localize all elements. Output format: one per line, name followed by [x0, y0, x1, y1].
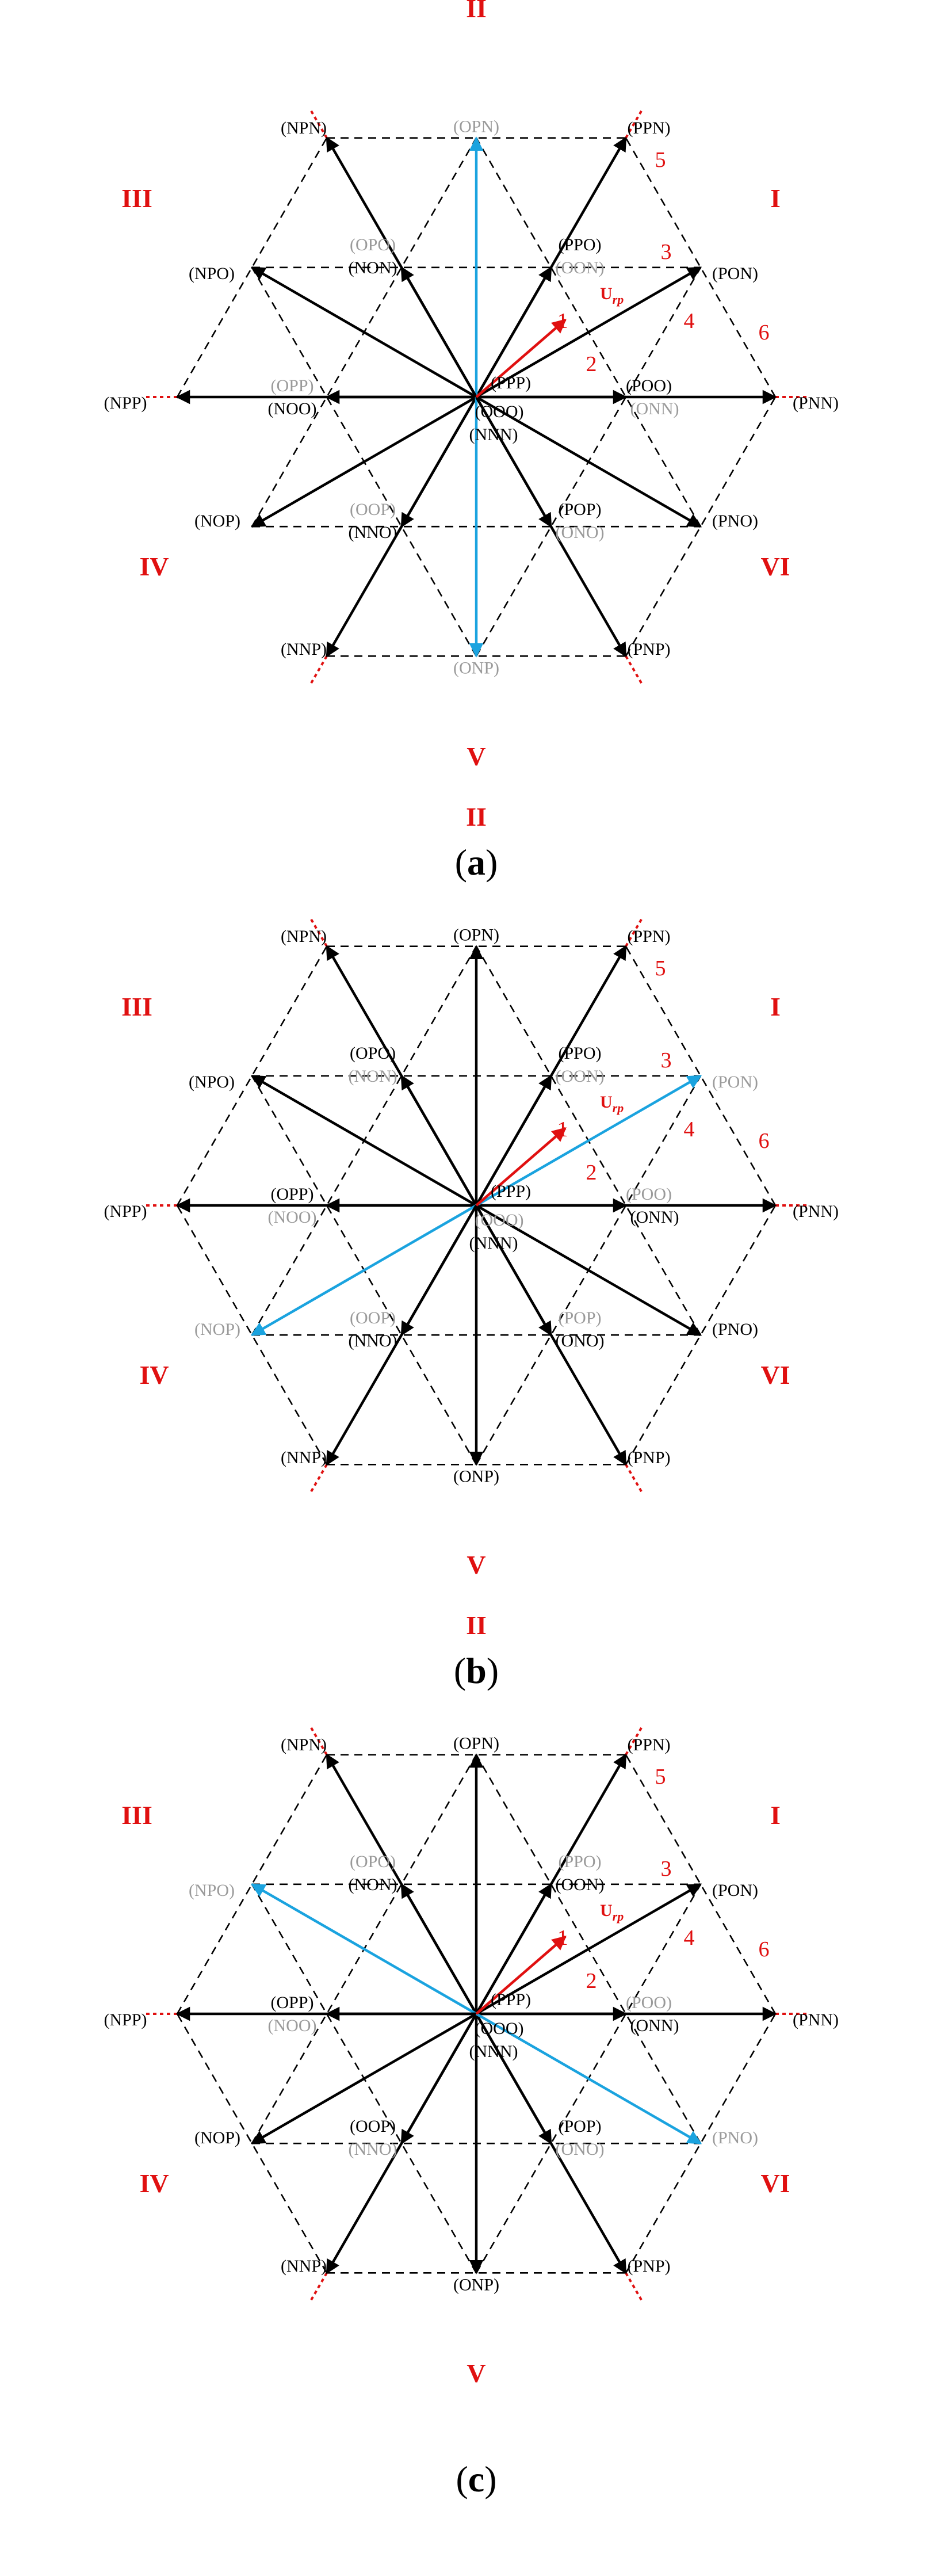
state-label-opo: (OPO) [350, 235, 396, 254]
state-label-pno: (PNO) [712, 512, 758, 531]
region-number: 5 [655, 1765, 666, 1789]
state-label-pon: (PON) [712, 264, 758, 283]
state-label-ppp: (PPP) [490, 1182, 532, 1201]
small-vector [402, 1205, 476, 1335]
region-number: 6 [758, 1937, 770, 1961]
state-label-npn: (NPN) [281, 118, 327, 138]
state-label-npn: (NPN) [281, 1735, 327, 1754]
sector-numeral: VI [760, 1360, 790, 1390]
state-label-pnn: (PNN) [793, 1202, 839, 1221]
small-vector [402, 268, 476, 397]
state-label-poo: (POO) [626, 1993, 672, 2012]
state-label-pnn: (PNN) [793, 2010, 839, 2029]
state-label-poo: (POO) [626, 376, 672, 395]
sector-numeral: I [770, 992, 781, 1021]
state-label-onn: (ONN) [630, 399, 679, 418]
state-label-nnp: (NNP) [281, 1448, 327, 1468]
state-label-oon: (OON) [555, 1066, 605, 1086]
sector-boundary [309, 2273, 327, 2303]
state-label-ooo: (OOO) [475, 1211, 524, 1230]
region-number: 2 [586, 352, 597, 376]
state-label-oop: (OOP) [350, 2117, 396, 2136]
state-label-npn: (NPN) [281, 926, 327, 946]
reference-vector-label: $U_{rp}$ [600, 284, 624, 307]
small-vector [402, 2014, 476, 2143]
state-label-pnn: (PNN) [793, 394, 839, 413]
sector-numeral: IV [139, 2169, 169, 2198]
sector-numeral: IV [139, 1360, 169, 1390]
state-label-noo: (NOO) [267, 399, 317, 418]
sector-numeral: II [466, 802, 487, 831]
state-label-ppp: (PPP) [490, 1990, 532, 2009]
state-label-nno: (NNO) [348, 1331, 397, 1351]
region-number: 1 [557, 1926, 568, 1950]
state-label-ppp: (PPP) [490, 373, 532, 392]
state-label-opn: (OPN) [453, 117, 499, 136]
state-label-npo: (NPO) [189, 264, 235, 283]
state-label-ono: (ONO) [555, 2140, 605, 2159]
state-label-pnp: (PNP) [627, 2257, 671, 2276]
sector-numeral: I [770, 184, 781, 213]
state-label-ooo: (OOO) [475, 402, 524, 421]
state-label-pno: (PNO) [712, 2128, 758, 2148]
state-label-nnn: (NNN) [469, 1234, 518, 1253]
state-label-nop: (NOP) [194, 1320, 240, 1339]
sector-numeral: IV [139, 552, 169, 581]
state-label-onn: (ONN) [630, 2016, 679, 2035]
state-label-nnn: (NNN) [469, 425, 518, 444]
sector-numeral: II [466, 1611, 487, 1640]
region-number: 4 [683, 309, 695, 333]
sector-numeral: V [467, 2359, 486, 2388]
region-number: 3 [660, 1048, 672, 1073]
region-number: 6 [758, 1129, 770, 1153]
state-label-opp: (OPP) [270, 376, 314, 395]
state-label-npo: (NPO) [189, 1072, 235, 1092]
small-vector [402, 397, 476, 526]
sector-boundary [626, 2273, 643, 2303]
small-vector [402, 1884, 476, 2014]
state-label-npp: (NPP) [104, 394, 147, 413]
state-label-nop: (NOP) [194, 512, 240, 531]
state-label-npo: (NPO) [189, 1880, 235, 1900]
state-label-noo: (NOO) [267, 2016, 317, 2035]
region-number: 3 [660, 1857, 672, 1881]
state-label-pnp: (PNP) [627, 640, 671, 659]
panel-caption: (c) [456, 2459, 497, 2499]
state-label-nnp: (NNP) [281, 640, 327, 659]
state-label-ooo: (OOO) [475, 2019, 524, 2038]
state-label-npp: (NPP) [104, 1202, 147, 1221]
state-label-pon: (PON) [712, 1880, 758, 1900]
state-label-opo: (OPO) [350, 1043, 396, 1063]
state-label-ppo: (PPO) [558, 235, 602, 254]
state-label-opn: (OPN) [453, 1734, 499, 1753]
region-number: 1 [557, 309, 568, 333]
state-label-pnp: (PNP) [627, 1448, 671, 1468]
sector-numeral: II [466, 0, 487, 23]
state-label-pon: (PON) [712, 1072, 758, 1092]
state-label-pop: (POP) [558, 2117, 602, 2136]
reference-vector-label: $U_{rp}$ [600, 1093, 624, 1115]
region-number: 1 [557, 1117, 568, 1142]
region-number: 4 [683, 1117, 695, 1142]
sector-boundary [626, 1464, 643, 1494]
state-label-oop: (OOP) [350, 1308, 396, 1328]
sector-numeral: III [121, 1800, 152, 1830]
state-label-nop: (NOP) [194, 2128, 240, 2148]
state-label-ppn: (PPN) [627, 926, 671, 946]
state-label-pop: (POP) [558, 1308, 602, 1328]
region-number: 5 [655, 956, 666, 980]
svm-diagram-a [104, 0, 839, 883]
small-vector [402, 1076, 476, 1205]
state-label-poo: (POO) [626, 1185, 672, 1204]
state-label-onp: (ONP) [453, 1467, 499, 1486]
state-label-ono: (ONO) [555, 1331, 605, 1351]
state-label-nnn: (NNN) [469, 2042, 518, 2061]
region-number: 3 [660, 240, 672, 264]
state-label-nnp: (NNP) [281, 2257, 327, 2276]
panel-caption: (a) [454, 842, 498, 883]
state-label-oop: (OOP) [350, 500, 396, 520]
sector-numeral: III [121, 992, 152, 1021]
state-label-opn: (OPN) [453, 925, 499, 945]
sector-numeral: VI [760, 2169, 790, 2198]
region-number: 2 [586, 1161, 597, 1185]
state-label-onp: (ONP) [453, 658, 499, 678]
state-label-oon: (OON) [555, 258, 605, 277]
sector-boundary [309, 1464, 327, 1494]
state-label-ppn: (PPN) [627, 118, 671, 138]
state-label-opp: (OPP) [270, 1185, 314, 1204]
sector-numeral: V [467, 742, 486, 771]
state-label-ono: (ONO) [555, 523, 605, 543]
state-label-ppn: (PPN) [627, 1735, 671, 1754]
svm-diagram-c [104, 1611, 839, 2499]
region-number: 6 [758, 320, 770, 345]
sector-numeral: III [121, 184, 152, 213]
state-label-onp: (ONP) [453, 2275, 499, 2295]
region-number: 4 [683, 1926, 695, 1950]
state-label-oon: (OON) [555, 1875, 605, 1894]
reference-vector-label: $U_{rp}$ [600, 1901, 624, 1924]
state-label-pop: (POP) [558, 500, 602, 520]
state-label-opo: (OPO) [350, 1852, 396, 1871]
state-label-ppo: (PPO) [558, 1043, 602, 1063]
state-label-onn: (ONN) [630, 1208, 679, 1227]
sector-numeral: I [770, 1800, 781, 1830]
sector-boundary [626, 656, 643, 686]
state-label-nno: (NNO) [348, 2140, 397, 2159]
svm-diagram-b [104, 802, 839, 1691]
state-label-non: (NON) [348, 258, 397, 277]
sector-numeral: VI [760, 552, 790, 581]
state-label-noo: (NOO) [267, 1208, 317, 1227]
state-label-nno: (NNO) [348, 523, 397, 543]
state-label-ppo: (PPO) [558, 1852, 602, 1871]
state-label-non: (NON) [348, 1066, 397, 1086]
state-label-non: (NON) [348, 1875, 397, 1894]
sector-boundary [309, 656, 327, 686]
region-number: 2 [586, 1969, 597, 1993]
panel-caption: (b) [453, 1650, 499, 1691]
state-label-npp: (NPP) [104, 2010, 147, 2029]
state-label-opp: (OPP) [270, 1993, 314, 2012]
state-label-pno: (PNO) [712, 1320, 758, 1339]
sector-numeral: V [467, 1550, 486, 1579]
region-number: 5 [655, 148, 666, 172]
